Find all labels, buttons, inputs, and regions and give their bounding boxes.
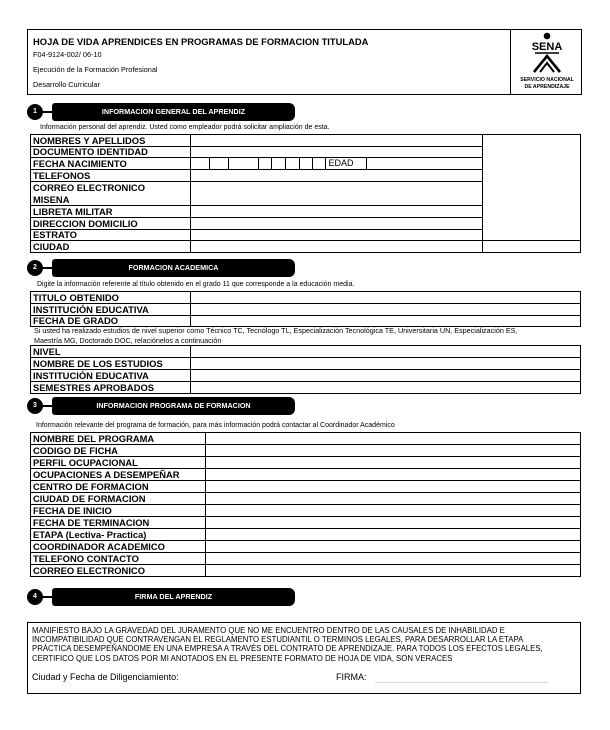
logo-head-icon [544, 33, 551, 40]
nombres-input[interactable] [191, 135, 483, 147]
section-number-badge: 1 [27, 104, 43, 120]
etapa-input[interactable] [206, 529, 581, 541]
declaration-text [32, 626, 543, 663]
form-subtitle-process: Ejecución de la Formación Profesional [33, 65, 158, 74]
logo-brand-text: SENA [531, 41, 563, 53]
nivel-input[interactable] [191, 346, 581, 358]
correo-programa-input[interactable] [206, 565, 581, 577]
edad-label: EDAD [326, 158, 368, 169]
logo-line2-text: DE APRENDIZAJE [524, 84, 570, 90]
birth-date-box[interactable] [210, 158, 229, 169]
section-2-header [27, 259, 297, 277]
birth-date-box[interactable] [272, 158, 286, 169]
section-4-header [27, 588, 297, 606]
sena-logo-graphic [511, 30, 582, 94]
form-title: HOJA DE VIDA APRENDICES EN PROGRAMAS DE FORMACION TITULADA [33, 36, 369, 47]
declaration-line: MANIFIESTO BAJO LA GRAVEDAD DEL JURAMENTO QUE NO ME ENCUENTRO DENTRO DE LAS CAUSALES DE INHABILIDAD E [32, 626, 505, 635]
city-date-label: Ciudad y Fecha de Diligenciamiento: [32, 672, 179, 682]
libreta-input[interactable] [191, 206, 483, 218]
birth-date-box[interactable] [286, 158, 300, 169]
field-label-nombre-programa: NOMBRE DEL PROGRAMA [31, 433, 206, 445]
personal-info-table [30, 134, 581, 253]
field-label-etapa: ETAPA (Lectiva- Practica) [31, 529, 206, 541]
fecha-terminacion-input[interactable] [206, 517, 581, 529]
ocupaciones-input[interactable] [206, 469, 581, 481]
high-school-table [30, 291, 581, 327]
documento-input[interactable] [191, 147, 483, 158]
field-label-fecha-grado: FECHA DE GRADO [31, 316, 191, 327]
field-label-titulo: TITULO OBTENIDO [31, 292, 191, 304]
field-label-institucion: INSTITUCIÓN EDUCATIVA [31, 304, 191, 316]
signature-box [27, 622, 581, 694]
direccion-input[interactable] [191, 218, 483, 230]
signature-line[interactable] [375, 682, 548, 683]
birth-date-box[interactable] [313, 158, 326, 169]
field-label-nivel: NIVEL [31, 346, 191, 358]
field-label-estrato: ESTRATO [31, 230, 191, 241]
ciudad-formacion-input[interactable] [206, 493, 581, 505]
ciudad-input[interactable] [191, 241, 483, 253]
section-1-description: Información personal del aprendiz. Usted como empleador podrá solicitar ampliación de esta. [40, 124, 330, 131]
section-title: INFORMACION PROGRAMA DE FORMACION [52, 397, 295, 415]
sena-logo [511, 30, 582, 94]
form-code: F04-9124-002/ 06-10 [33, 50, 102, 59]
higher-ed-note-line2: Maestría MG, Doctorado DOC, relaciónelos a continuación [34, 336, 222, 345]
form-header [27, 29, 582, 95]
section-number-badge: 4 [27, 589, 43, 605]
higher-education-table [30, 345, 581, 394]
logo-line1-text: SERVICIO NACIONAL [520, 77, 574, 83]
field-label-semestres: SEMESTRES APROBADOS [31, 382, 191, 394]
field-label-perfil: PERFIL OCUPACIONAL [31, 457, 206, 469]
signature-label: FIRMA: [336, 672, 367, 682]
section-1-header [27, 103, 297, 121]
section-3-description: Información relevante del programa de formación, para más información podrá contactar al Coordinador Académico [36, 422, 395, 429]
field-label-fecha-inicio: FECHA DE INICIO [31, 505, 206, 517]
declaration-line: INCOMPATIBILIDAD QUE CONTRAVENGAN EL REGLAMENTO ESTUDIANTIL O TERMINOS LEGALES, PARA DESARROLLAR LA ETAPA [32, 635, 524, 645]
birth-date-box[interactable] [259, 158, 272, 169]
field-label-centro: CENTRO DE FORMACION [31, 481, 206, 493]
fecha-inicio-input[interactable] [206, 505, 581, 517]
photo-box[interactable] [483, 135, 581, 241]
correo-misena-input[interactable] [191, 182, 483, 206]
form-subtitle-area: Desarrollo Curricular [33, 80, 100, 89]
field-label-fecha-nacimiento: FECHA NACIMIENTO [31, 158, 191, 170]
field-label-telefonos: TELEFONOS [31, 170, 191, 182]
section-title: FORMACION ACADEMICA [52, 259, 295, 277]
estrato-input[interactable] [191, 230, 483, 241]
ciudad-extra-cell[interactable] [483, 241, 581, 253]
birth-date-box[interactable] [229, 158, 259, 169]
section-number-badge: 2 [27, 260, 43, 276]
perfil-input[interactable] [206, 457, 581, 469]
fecha-grado-input[interactable] [191, 316, 581, 327]
field-label-ciudad: CIUDAD [31, 241, 191, 253]
telefonos-input[interactable] [191, 170, 483, 182]
edad-input[interactable] [367, 158, 482, 169]
logo-figure-inner-icon [540, 63, 554, 72]
fecha-nacimiento-field [191, 158, 483, 170]
field-label-fecha-terminacion: FECHA DE TERMINACION [31, 517, 206, 529]
field-label-misena: MISENA [33, 193, 70, 205]
field-label-institucion-superior: INSTITUCIÓN EDUCATIVA [31, 370, 191, 382]
semestres-input[interactable] [191, 382, 581, 394]
field-label-direccion: DIRECCION DOMICILIO [31, 218, 191, 230]
birth-date-box[interactable] [193, 158, 210, 169]
field-label-codigo-ficha: CODIGO DE FICHA [31, 445, 206, 457]
section-number-badge: 3 [27, 398, 43, 414]
centro-input[interactable] [206, 481, 581, 493]
titulo-input[interactable] [191, 292, 581, 304]
declaration-line: CERTIFICO QUE LOS DATOS POR MI ANOTADOS EN EL PRESENTE FORMATO DE HOJA DE VIDA, SON VERACES [32, 653, 453, 663]
field-label-nombre-estudios: NOMBRE DE LOS ESTUDIOS [31, 358, 191, 370]
nombre-estudios-input[interactable] [191, 358, 581, 370]
field-label-telefono-contacto: TELEFONO CONTACTO [31, 553, 206, 565]
institucion-input[interactable] [191, 304, 581, 316]
higher-ed-note-line1: Si usted ha realizado estudios de nivel superior como Técnico TC, Tecnólogo TL, Especialización Tecnológica TE, Universitaria UN, Especialización ES, [34, 326, 518, 335]
field-label-correo-misena [31, 182, 191, 206]
coordinador-input[interactable] [206, 541, 581, 553]
section-2-description: Digite la información referente al título obtenido en el grado 11 que corresponde a la educación media. [37, 281, 355, 288]
program-info-table [30, 432, 581, 577]
codigo-ficha-input[interactable] [206, 445, 581, 457]
declaration-line: PRÁCTICA DESEMPEÑANDOME EN UNA EMPRESA A TRAVÉS DEL CONTRATO DE APRENDIZAJE. PARA TODOS LOS EFECTOS LEGALES, [32, 644, 543, 654]
field-label-libreta: LIBRETA MILITAR [31, 206, 191, 218]
field-label-ocupaciones: OCUPACIONES A DESEMPEÑAR [31, 469, 206, 481]
birth-date-box[interactable] [300, 158, 313, 169]
nombre-programa-input[interactable] [206, 433, 581, 445]
institucion-superior-input[interactable] [191, 370, 581, 382]
telefono-contacto-input[interactable] [206, 553, 581, 565]
field-label-correo: CORREO ELECTRONICO [33, 182, 145, 193]
field-label-nombres: NOMBRES Y APELLIDOS [31, 135, 191, 147]
field-label-documento: DOCUMENTO IDENTIDAD [31, 147, 191, 158]
field-label-coordinador: COORDINADOR ACADEMICO [31, 541, 206, 553]
field-label-correo-programa: CORREO ELECTRONICO [31, 565, 206, 577]
field-label-ciudad-formacion: CIUDAD DE FORMACION [31, 493, 206, 505]
section-title: INFORMACION GENERAL DEL APRENDIZ [52, 103, 295, 121]
section-title: FIRMA DEL APRENDIZ [52, 588, 295, 606]
section-3-header [27, 397, 297, 415]
